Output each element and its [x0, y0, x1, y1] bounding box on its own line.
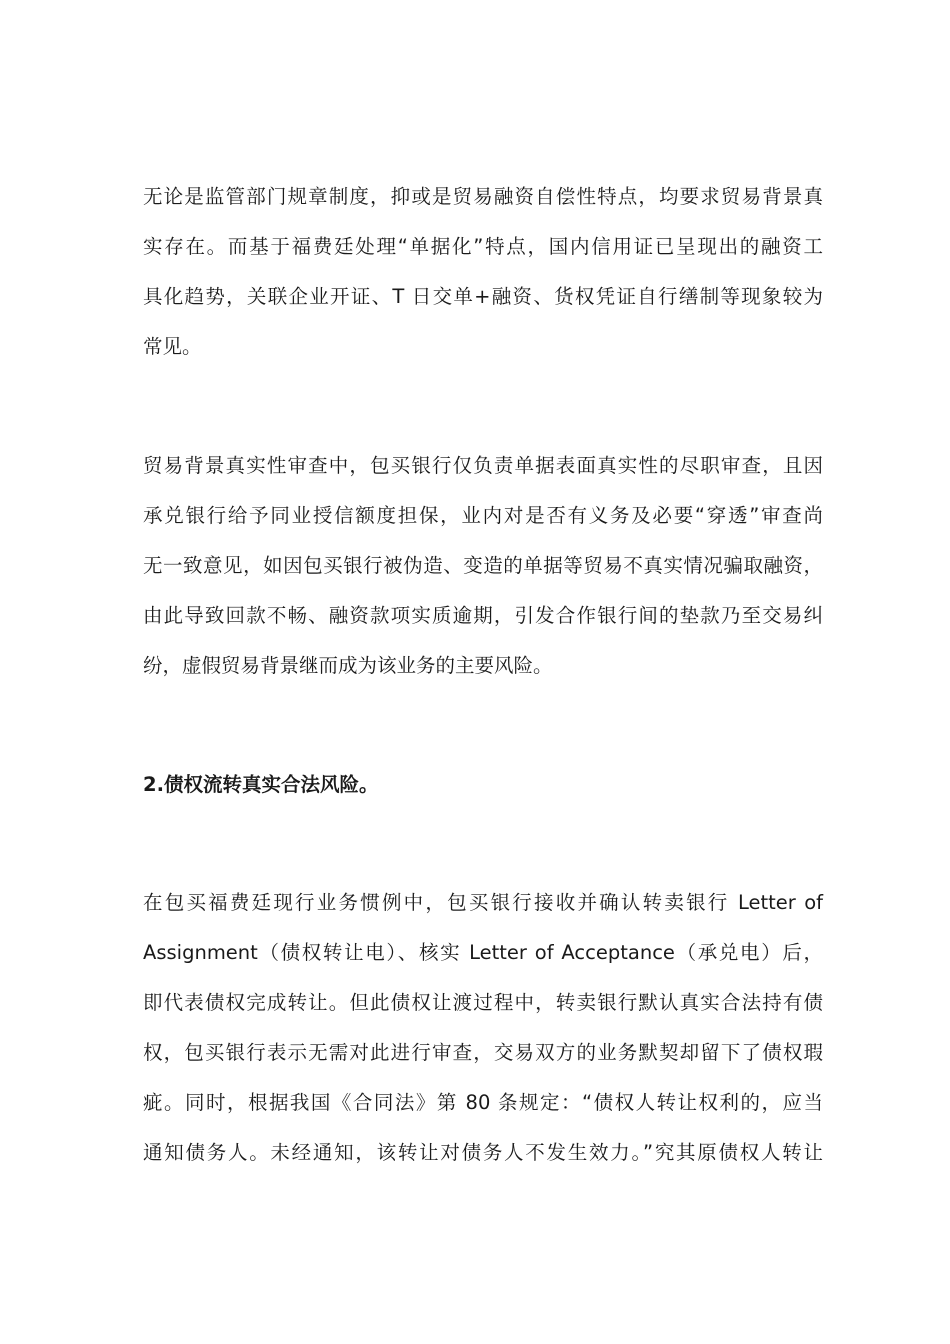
text-line: 通知债务人。未经通知，该转让对债务人不发生效力。”究其原债权人转让: [143, 1141, 823, 1164]
text-line: 权，包买银行表示无需对此进行审查，交易双方的业务默契却留下了债权瑕: [143, 1041, 823, 1064]
text-line: 由此导致回款不畅、融资款项实质逾期，引发合作银行间的垫款乃至交易纠: [143, 604, 823, 627]
text-line: 疵。同时，根据我国《合同法》第 80 条规定：“债权人转让权利的，应当: [143, 1091, 823, 1114]
paragraph-debt-transfer: [143, 878, 823, 1178]
section-heading: 2.债权流转真实合法风险。: [143, 773, 379, 796]
text-line: 无论是监管部门规章制度，抑或是贸易融资自偿性特点，均要求贸易背景真: [143, 185, 823, 208]
text-line: 常见。: [143, 335, 202, 358]
text-line: Assignment（债权转让电）、核实 Letter of Acceptance（承兑电）后，: [143, 941, 823, 964]
text-line: 无一致意见，如因包买银行被伪造、变造的单据等贸易不真实情况骗取融资，: [143, 554, 823, 577]
paragraph-trade-background: [143, 172, 823, 372]
text-line: 具化趋势，关联企业开证、T 日交单+融资、货权凭证自行缮制等现象较为: [143, 285, 823, 308]
text-line: 即代表债权完成转让。但此债权让渡过程中，转卖银行默认真实合法持有债: [143, 991, 823, 1014]
text-line: 实存在。而基于福费廷处理“单据化”特点，国内信用证已呈现出的融资工: [143, 235, 823, 258]
text-line: 贸易背景真实性审查中，包买银行仅负责单据表面真实性的尽职审查，且因: [143, 454, 823, 477]
paragraph-authenticity-review: [143, 441, 823, 691]
text-line: 承兑银行给予同业授信额度担保，业内对是否有义务及必要“穿透”审查尚: [143, 504, 823, 527]
text-line: 在包买福费廷现行业务惯例中，包买银行接收并确认转卖银行 Letter of: [143, 891, 823, 914]
text-line: 纷，虚假贸易背景继而成为该业务的主要风险。: [143, 654, 553, 677]
